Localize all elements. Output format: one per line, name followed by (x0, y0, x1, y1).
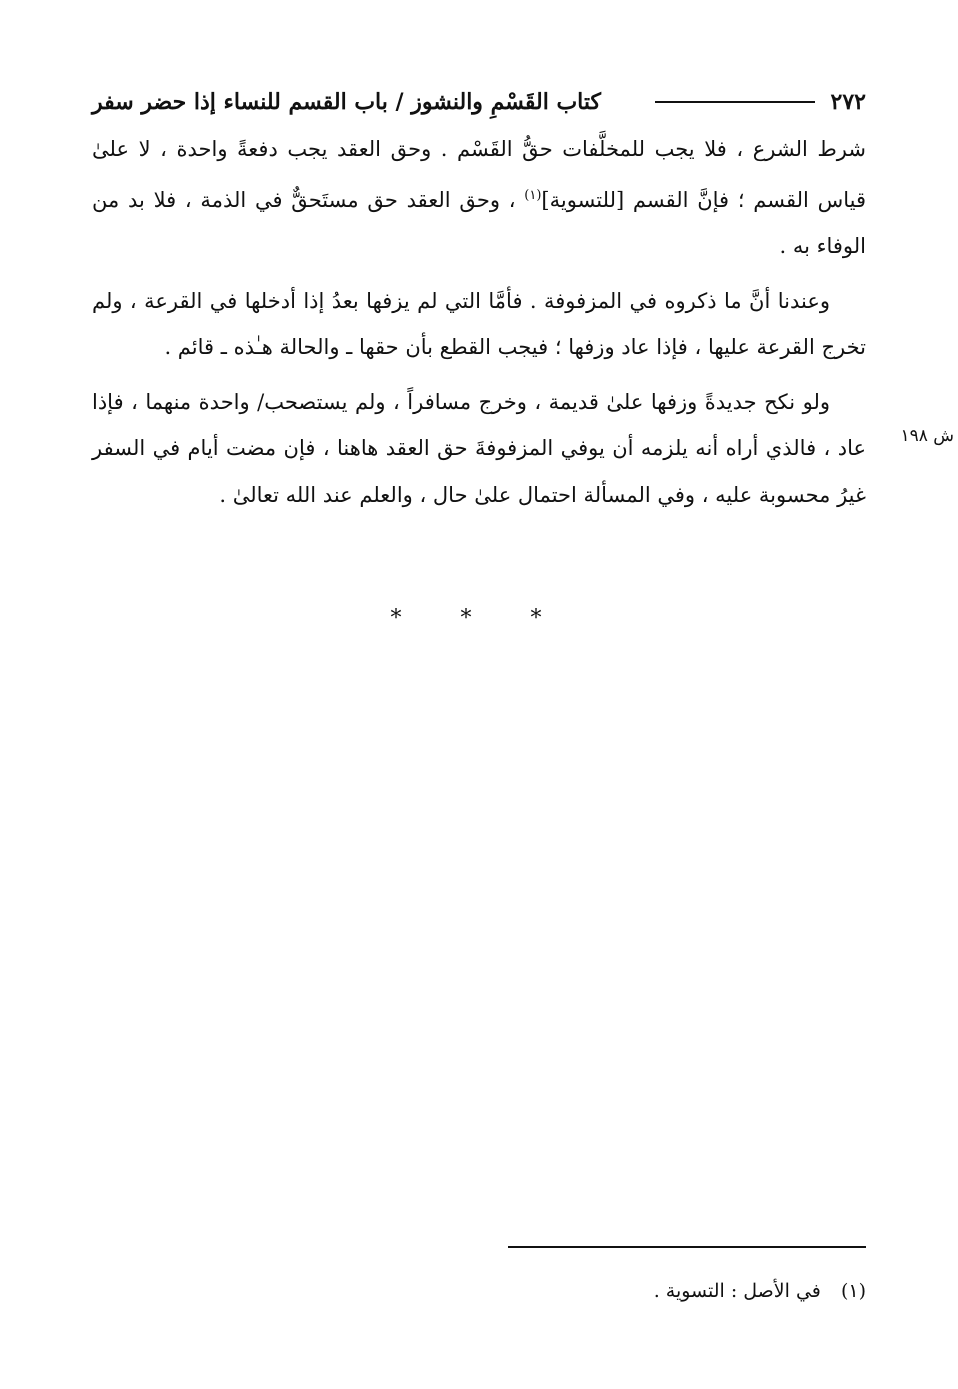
footnote-number: (١) (840, 1280, 866, 1302)
section-separator: * * * (390, 606, 568, 631)
footnote-marker: (١) (524, 187, 542, 203)
paragraph-2: وعندنا أنَّ ما ذكروه في المزفوفة . فأمَّا التي لم يزفها بعدُ إذا أدخلها في القرعة ، ولم تخرج القرعة عليها ، فإذا عاد وزفها ؛ فيجب القطع بأن حقها ـ والحالة هـٰذه ـ قائم . (92, 288, 866, 359)
paragraph-1 (92, 126, 866, 270)
running-header (92, 82, 866, 122)
main-text (92, 126, 866, 526)
paragraph-3: ولو نكح جديدةً وزفها علىٰ قديمة ، وخرج مسافراً ، ولم يستصحب/ واحدة منهما ، فإذا عاد ، فالذي أراه أنه يلزمه أن يوفي المزفوفةَ حق العقد هاهنا ، فإن مضت أيام في السفر غيرُ محسوبة عليه ، وفي المسألة احتمال علىٰ حال ، والعلم عند الله تعالىٰ . (92, 389, 866, 507)
paragraph-1-rest: ، وحق العقد حق مستَحقٌّ في الذمة ، فلا بد من الوفاء به . (92, 187, 866, 258)
footnote-text: في الأصل : التسوية . (653, 1280, 821, 1302)
paragraph-1-text: شرط الشرع ، فلا يجب للمخلَّفات حقُّ القَسْم . وحق العقد يجب دفعةً واحدة ، لا علىٰ قياس القسم ؛ فإنَّ القسم [للتسوية] (92, 137, 866, 212)
manuscript-folio-note: ش ١٩٨ (900, 426, 954, 446)
footnote-rule (508, 1246, 866, 1248)
footnote (92, 1276, 866, 1306)
page-number: ٢٧٢ (830, 89, 866, 115)
header-rule (655, 101, 815, 103)
running-title: كتاب القَسْمِ والنشوز / باب القسم للنساء إذا حضر سفر (92, 89, 601, 115)
